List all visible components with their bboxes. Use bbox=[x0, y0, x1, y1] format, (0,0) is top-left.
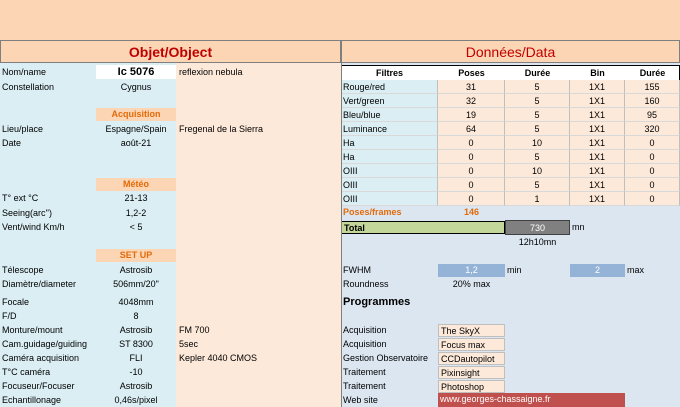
setup-label-6: Caméra acquisition bbox=[2, 353, 80, 363]
filter-total-3: 320 bbox=[625, 122, 680, 136]
filter-poses-6: 0 bbox=[438, 164, 505, 178]
filter-total-0: 155 bbox=[625, 80, 680, 94]
program-label-3: Traitement bbox=[343, 367, 386, 377]
filter-total-5: 0 bbox=[625, 150, 680, 164]
program-label-5: Web site bbox=[343, 395, 378, 405]
filter-duree-4: 10 bbox=[505, 136, 570, 150]
filter-bin-7: 1X1 bbox=[570, 178, 625, 192]
filter-name-1: Vert/green bbox=[341, 94, 438, 108]
name-value: Ic 5076 bbox=[96, 65, 176, 79]
setup-extra-5: 5sec bbox=[179, 339, 199, 349]
program-label-4: Traitement bbox=[343, 381, 386, 391]
filter-bin-4: 1X1 bbox=[570, 136, 625, 150]
top-band bbox=[0, 0, 680, 40]
setup-label-8: Focuseur/Focuser bbox=[2, 381, 75, 391]
program-value-1: Focus max bbox=[438, 338, 505, 351]
duree-col-header: Durée bbox=[524, 68, 551, 78]
poses-col-header: Poses bbox=[458, 68, 485, 78]
setup-title: SET UP bbox=[96, 249, 176, 262]
filter-total-2: 95 bbox=[625, 108, 680, 122]
fwhm-label: FWHM bbox=[343, 265, 371, 275]
divider bbox=[341, 63, 342, 407]
filter-total-8: 0 bbox=[625, 192, 680, 206]
filter-poses-1: 32 bbox=[438, 94, 505, 108]
filter-total-1: 160 bbox=[625, 94, 680, 108]
wind-label: Vent/wind Km/h bbox=[2, 222, 65, 232]
setup-value-1: 506mm/20" bbox=[113, 279, 159, 289]
filter-poses-2: 19 bbox=[438, 108, 505, 122]
setup-label-0: Télescope bbox=[2, 265, 44, 275]
setup-extra-4: FM 700 bbox=[179, 325, 210, 335]
filter-duree-3: 5 bbox=[505, 122, 570, 136]
program-label-2: Gestion Observatoire bbox=[343, 353, 429, 363]
filter-bin-0: 1X1 bbox=[570, 80, 625, 94]
programs-title: Programmes bbox=[343, 296, 411, 308]
place-label: Lieu/place bbox=[2, 124, 44, 134]
filter-name-0: Rouge/red bbox=[341, 80, 438, 94]
constellation-label: Constellation bbox=[2, 82, 55, 92]
filter-total-4: 0 bbox=[625, 136, 680, 150]
fwhm-min-label: min bbox=[507, 265, 522, 275]
filter-poses-8: 0 bbox=[438, 192, 505, 206]
filter-bin-8: 1X1 bbox=[570, 192, 625, 206]
program-value-3: Pixinsight bbox=[438, 366, 505, 379]
meteo-title: Météo bbox=[96, 178, 176, 191]
setup-value-5: ST 8300 bbox=[119, 339, 153, 349]
setup-value-9: 0,46s/pixel bbox=[114, 395, 158, 405]
filter-bin-2: 1X1 bbox=[570, 108, 625, 122]
wind-value: < 5 bbox=[129, 222, 143, 232]
website-link[interactable]: www.georges-chassaigne.fr bbox=[438, 393, 625, 407]
filter-name-4: Ha bbox=[341, 136, 438, 150]
filter-bin-6: 1X1 bbox=[570, 164, 625, 178]
place-value: Espagne/Spain bbox=[105, 124, 167, 134]
setup-label-7: T°C caméra bbox=[2, 367, 51, 377]
filter-bin-5: 1X1 bbox=[570, 150, 625, 164]
place-city: Fregenal de la Sierra bbox=[179, 124, 264, 134]
date-value: août-21 bbox=[120, 138, 152, 148]
program-label-1: Acquisition bbox=[343, 339, 387, 349]
seeing-label: Seeing(arc'') bbox=[2, 208, 52, 218]
fwhm-max-label: max bbox=[627, 265, 645, 275]
total-hours: 12h10mn bbox=[518, 237, 557, 247]
setup-label-5: Cam.guidage/guiding bbox=[2, 339, 88, 349]
setup-value-4: Astrosib bbox=[119, 325, 153, 335]
filter-poses-5: 0 bbox=[438, 150, 505, 164]
setup-value-8: Astrosib bbox=[119, 381, 153, 391]
seeing-value: 1,2-2 bbox=[125, 208, 147, 218]
filter-poses-7: 0 bbox=[438, 178, 505, 192]
setup-label-2: Focale bbox=[2, 297, 30, 307]
filter-name-2: Bleu/blue bbox=[341, 108, 438, 122]
filter-poses-0: 31 bbox=[438, 80, 505, 94]
filter-total-6: 0 bbox=[625, 164, 680, 178]
temp-label: T° ext °C bbox=[2, 193, 39, 203]
name-type: reflexion nebula bbox=[179, 67, 243, 77]
roundness-label: Roundness bbox=[343, 279, 389, 289]
setup-extra-6: Kepler 4040 CMOS bbox=[179, 353, 258, 363]
setup-label-4: Monture/mount bbox=[2, 325, 63, 335]
filter-duree-5: 5 bbox=[505, 150, 570, 164]
poses-frames-label: Poses/frames bbox=[343, 207, 402, 217]
duree-total-col-header: Durée bbox=[639, 68, 666, 78]
filter-name-6: OIII bbox=[341, 164, 438, 178]
poses-frames-value: 146 bbox=[463, 207, 480, 217]
filter-poses-3: 64 bbox=[438, 122, 505, 136]
filters-col-header: Filtres bbox=[375, 68, 403, 78]
constellation-value: Cygnus bbox=[120, 82, 152, 92]
filter-name-5: Ha bbox=[341, 150, 438, 164]
filter-duree-6: 10 bbox=[505, 164, 570, 178]
data-header: Données/Data bbox=[341, 40, 680, 63]
program-value-0: The SkyX bbox=[438, 324, 505, 337]
setup-value-0: Astrosib bbox=[119, 265, 153, 275]
filter-duree-0: 5 bbox=[505, 80, 570, 94]
filter-duree-7: 5 bbox=[505, 178, 570, 192]
object-header: Objet/Object bbox=[0, 40, 341, 63]
setup-value-2: 4048mm bbox=[118, 297, 154, 307]
fwhm-min-value: 1,2 bbox=[438, 264, 505, 277]
setup-label-3: F/D bbox=[2, 311, 17, 321]
total-value: 730 bbox=[505, 220, 570, 235]
name-label: Nom/name bbox=[2, 67, 47, 77]
program-label-0: Acquisition bbox=[343, 325, 387, 335]
filter-bin-3: 1X1 bbox=[570, 122, 625, 136]
fwhm-max-value: 2 bbox=[570, 264, 625, 277]
roundness-value: 20% max bbox=[452, 279, 491, 289]
spreadsheet bbox=[0, 40, 680, 407]
setup-value-6: FLI bbox=[129, 353, 143, 363]
filter-bin-1: 1X1 bbox=[570, 94, 625, 108]
filter-duree-1: 5 bbox=[505, 94, 570, 108]
total-unit: mn bbox=[572, 222, 585, 232]
setup-label-1: Diamètre/diameter bbox=[2, 279, 77, 289]
setup-value-3: 8 bbox=[133, 311, 139, 321]
date-label: Date bbox=[2, 138, 22, 148]
bin-col-header: Bin bbox=[590, 68, 605, 78]
filter-total-7: 0 bbox=[625, 178, 680, 192]
temp-value: 21-13 bbox=[124, 193, 148, 203]
filter-duree-2: 5 bbox=[505, 108, 570, 122]
setup-value-7: -10 bbox=[129, 367, 143, 377]
filter-poses-4: 0 bbox=[438, 136, 505, 150]
filter-name-7: OIII bbox=[341, 178, 438, 192]
filter-name-8: OIII bbox=[341, 192, 438, 206]
filter-name-3: Luminance bbox=[341, 122, 438, 136]
program-value-4: Photoshop bbox=[438, 380, 505, 393]
acquisition-title: Acquisition bbox=[96, 108, 176, 121]
setup-label-9: Echantillonage bbox=[2, 395, 62, 405]
filter-duree-8: 1 bbox=[505, 192, 570, 206]
program-value-2: CCDautopilot bbox=[438, 352, 505, 365]
total-label: Total bbox=[341, 221, 505, 234]
